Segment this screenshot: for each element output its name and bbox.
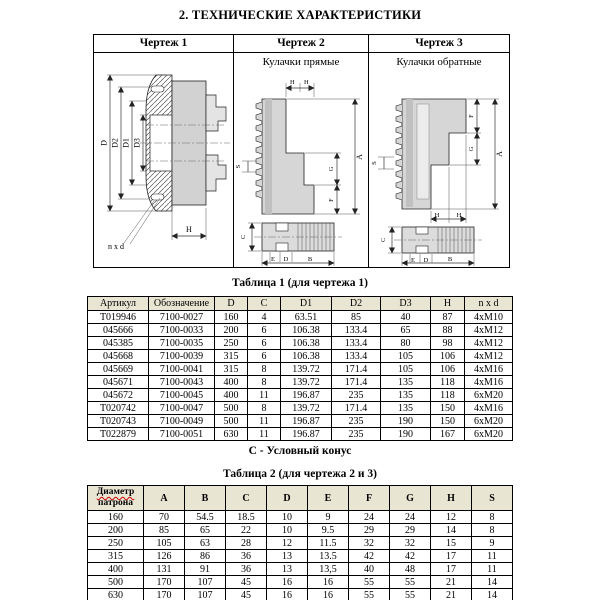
cell: 29 [390,524,431,537]
dim-label-h1: H [290,79,295,86]
dim-label-h1: H [434,212,440,219]
cell: 42 [390,550,431,563]
cell: 235 [332,389,381,402]
cell: 91 [185,563,226,576]
table1-header-row [88,297,513,311]
cell: Т022879 [88,428,149,441]
cell: 106 [431,350,465,363]
column-header: Диаметр патрона [88,486,144,511]
cell: 63 [185,537,226,550]
cell: 170 [144,589,185,600]
cell: 13 [267,563,308,576]
table-row [88,428,513,441]
cell: 7100-0043 [149,376,215,389]
cell: 135 [381,402,431,415]
cell: 10 [267,511,308,524]
dim-label-d: D [99,140,109,146]
table-row [88,337,513,350]
cell: 150 [431,402,465,415]
cell: 14 [472,589,513,600]
cell: 42 [349,550,390,563]
cell: 63.51 [281,311,332,324]
drawing-3-subtitle: Кулачки обратные [396,56,482,68]
drawing-2-header: Чертеж 2 [234,35,368,53]
drawing-panel-3 [369,35,509,267]
jaw-teeth [396,104,402,200]
dim-label-g: G [468,146,475,152]
cell: 70 [144,511,185,524]
cell: 118 [431,376,465,389]
cell: 107 [185,589,226,600]
cell: 167 [431,428,465,441]
chuck-section-drawing [94,53,233,267]
cell: 160 [215,311,248,324]
cell: 106.38 [281,324,332,337]
slot-top [276,223,288,231]
cell: 4хМ12 [465,337,513,350]
cell: 11 [472,563,513,576]
cell: 16 [308,589,349,600]
cell: 4хМ16 [465,376,513,389]
table-row [88,415,513,428]
cell: 4хМ16 [465,363,513,376]
cell: 16 [267,589,308,600]
cell: 9 [308,511,349,524]
cell: 4 [248,311,281,324]
cell: 131 [144,563,185,576]
cell: 85 [144,524,185,537]
cell: 55 [390,576,431,589]
column-header: B [185,486,226,511]
column-header: A [144,486,185,511]
column-header: H [431,486,472,511]
cell: 9 [472,537,513,550]
cell: 045666 [88,324,149,337]
table-row [88,524,513,537]
cell: 045385 [88,337,149,350]
cell: 045668 [88,350,149,363]
dim-label-h: H [186,225,192,234]
cell: 9.5 [308,524,349,537]
cell: 500 [215,415,248,428]
cell: 045672 [88,389,149,402]
cell: 4хМ12 [465,350,513,363]
column-header: D3 [381,297,431,311]
cell: 24 [390,511,431,524]
cell: 105 [381,350,431,363]
cell: 7100-0051 [149,428,215,441]
table2-header-row [88,486,513,511]
dim-label-e: E [411,257,415,264]
jaw-teeth [256,102,262,198]
dim-label-e: E [271,256,275,263]
cell: 400 [215,389,248,402]
column-header: D [267,486,308,511]
dim-label-s: S [235,164,242,169]
jaw-insert-strip [406,99,413,207]
cell: 7100-0047 [149,402,215,415]
jaw-insert-strip [265,99,272,214]
column-header: H [431,297,465,311]
table-row [88,363,513,376]
cell: 16 [267,576,308,589]
table-row [88,537,513,550]
g-dimension [450,133,481,165]
cell: 190 [381,428,431,441]
cell: 36 [226,550,267,563]
column-header: n x d [465,297,513,311]
drawing-panel-1 [94,35,234,267]
cell: 12 [267,537,308,550]
table-row [88,389,513,402]
cell: 14 [431,524,472,537]
cell: 6 [248,324,281,337]
dim-label-f: F [468,114,475,118]
cell: 17 [431,550,472,563]
cell: 106.38 [281,350,332,363]
cell: 630 [88,589,144,600]
cell: 85 [332,311,381,324]
slot-top [416,227,428,234]
column-header: D [215,297,248,311]
dim-label-c: C [240,234,247,240]
cell: 7100-0039 [149,350,215,363]
cell: 171.4 [332,402,381,415]
cell: 171.4 [332,363,381,376]
cell: 16 [308,576,349,589]
cell: 196.87 [281,389,332,402]
cell: 55 [390,589,431,600]
s-dimension [242,161,256,172]
dim-label-s: S [371,161,378,165]
cell: 133.4 [332,350,381,363]
cell: 36 [226,563,267,576]
cell: 55 [349,589,390,600]
dim-label-b: B [447,256,453,263]
cell: 15 [431,537,472,550]
dim-label-d: D [283,256,289,263]
s-dimension [378,157,394,169]
reverse-jaws-drawing [369,71,509,267]
cell: 045669 [88,363,149,376]
cell: 18.5 [226,511,267,524]
cell: 196.87 [281,428,332,441]
cell: 17 [431,563,472,576]
table-row [88,511,513,524]
table-row [88,576,513,589]
table2-caption: Таблица 2 (для чертежа 2 и 3) [222,468,377,480]
cell: 12 [431,511,472,524]
drawing-3-header: Чертеж 3 [369,35,509,53]
cell: 106.38 [281,337,332,350]
cell: 171.4 [332,376,381,389]
cell: 400 [215,376,248,389]
cell: 118 [431,389,465,402]
page-title: 2. ТЕХНИЧЕСКИЕ ХАРАКТЕРИСТИКИ [178,8,422,22]
table-row [88,402,513,415]
column-header: C [226,486,267,511]
cell: 126 [144,550,185,563]
cell: 88 [431,324,465,337]
column-header: D2 [332,297,381,311]
specifications-table-2 [87,485,513,600]
drawing-panel-2 [234,35,369,267]
cell: 6хМ20 [465,428,513,441]
cell: 11.5 [308,537,349,550]
cell: 29 [349,524,390,537]
cell: 139.72 [281,363,332,376]
straight-jaws-drawing [234,71,368,267]
cell: 200 [88,524,144,537]
cell: 13 [267,550,308,563]
bolt-hole-bottom [151,194,164,200]
cell: 400 [88,563,144,576]
table-row [88,324,513,337]
cell: Т019946 [88,311,149,324]
cell: 250 [215,337,248,350]
cell: 315 [215,363,248,376]
cell: 6хМ20 [465,389,513,402]
cell: 7100-0035 [149,337,215,350]
drawings-table [93,34,510,268]
dim-label-b: B [307,256,313,263]
cell: 98 [431,337,465,350]
cell: 500 [215,402,248,415]
cell: 45 [226,589,267,600]
cell: 21 [431,576,472,589]
cell: 107 [185,576,226,589]
dim-label-f: F [328,198,335,202]
cell: 105 [381,363,431,376]
column-header: C [248,297,281,311]
cell: 4хМ12 [465,324,513,337]
cell: Т020743 [88,415,149,428]
dim-label-a: A [495,151,504,157]
dim-label-h2: H [304,79,309,86]
dim-label-nxd: n x d [108,242,124,251]
dim-label-c: C [380,237,387,243]
cell: 65 [381,324,431,337]
cell: 7100-0033 [149,324,215,337]
cell: 150 [431,415,465,428]
cell: 8 [472,524,513,537]
cell: 7100-0041 [149,363,215,376]
cell: 315 [215,350,248,363]
cell: 28 [226,537,267,550]
cell: 7100-0027 [149,311,215,324]
table-row [88,563,513,576]
table-row [88,311,513,324]
cell: 4хМ16 [465,402,513,415]
dim-label-g: G [328,166,335,172]
cell: 7100-0049 [149,415,215,428]
jaw-slot [417,104,429,199]
cell: 135 [381,389,431,402]
cell: 10 [267,524,308,537]
cell: 235 [332,415,381,428]
cell: 135 [381,376,431,389]
column-header: E [308,486,349,511]
jaw-top [206,95,226,131]
cell: 13.5 [308,550,349,563]
cell: 11 [248,428,281,441]
cell: 133.4 [332,324,381,337]
cell: 11 [248,389,281,402]
dim-label-d2: D2 [110,138,120,148]
cell: 200 [215,324,248,337]
cell: 250 [88,537,144,550]
cell: 24 [349,511,390,524]
bolt-hole-top [151,86,164,92]
cell: 8 [472,511,513,524]
cell: 11 [248,415,281,428]
cell: 8 [248,402,281,415]
cell: 80 [381,337,431,350]
cell: Т020742 [88,402,149,415]
cell: 32 [390,537,431,550]
cell: 13,5 [308,563,349,576]
table-row [88,350,513,363]
cell: 133.4 [332,337,381,350]
cell: 630 [215,428,248,441]
slot-bottom [416,246,428,253]
dim-label-d1: D1 [121,138,131,148]
cell: 6хМ20 [465,415,513,428]
cell: 21 [431,589,472,600]
dim-label-d3: D3 [132,138,142,148]
cell: 40 [381,311,431,324]
cell: 045671 [88,376,149,389]
cell: 106 [431,363,465,376]
cell: 7100-0045 [149,389,215,402]
cell: 40 [349,563,390,576]
cell: 105 [144,537,185,550]
dim-label-d: D [423,257,429,264]
column-header: Обозначение [149,297,215,311]
cell: 4хМ10 [465,311,513,324]
column-header: S [472,486,513,511]
cell: 190 [381,415,431,428]
cell: 139.72 [281,376,332,389]
cell: 170 [144,576,185,589]
drawing-1-header: Чертеж 1 [94,35,233,53]
cell: 45 [226,576,267,589]
column-header: F [349,486,390,511]
specifications-table-1 [87,296,513,441]
cell: 315 [88,550,144,563]
cell: 32 [349,537,390,550]
column-header: G [390,486,431,511]
slot-bottom [276,243,288,251]
cell: 8 [248,376,281,389]
cell: 65 [185,524,226,537]
cell: 500 [88,576,144,589]
cell: 196.87 [281,415,332,428]
cell: 55 [349,576,390,589]
cell: 48 [390,563,431,576]
cell: 87 [431,311,465,324]
drawing-2-subtitle: Кулачки прямые [262,56,340,68]
jaw-bottom [206,155,226,191]
column-header: Артикул [88,297,149,311]
table1-caption: Таблица 1 (для чертежа 1) [232,277,368,289]
table-row [88,376,513,389]
cell: 14 [472,576,513,589]
cell: 6 [248,350,281,363]
cell: 235 [332,428,381,441]
cell: 8 [248,363,281,376]
cell: 139.72 [281,402,332,415]
cell: 86 [185,550,226,563]
cell: 22 [226,524,267,537]
h-dimension [172,208,206,240]
cell: 11 [472,550,513,563]
dim-label-a: A [355,154,364,160]
cell: 160 [88,511,144,524]
column-header: D1 [281,297,332,311]
cell: 54.5 [185,511,226,524]
table-row [88,589,513,600]
cone-note: С - Условный конус [248,445,352,457]
table-row [88,550,513,563]
dim-label-h2: H [456,212,462,219]
cell: 6 [248,337,281,350]
